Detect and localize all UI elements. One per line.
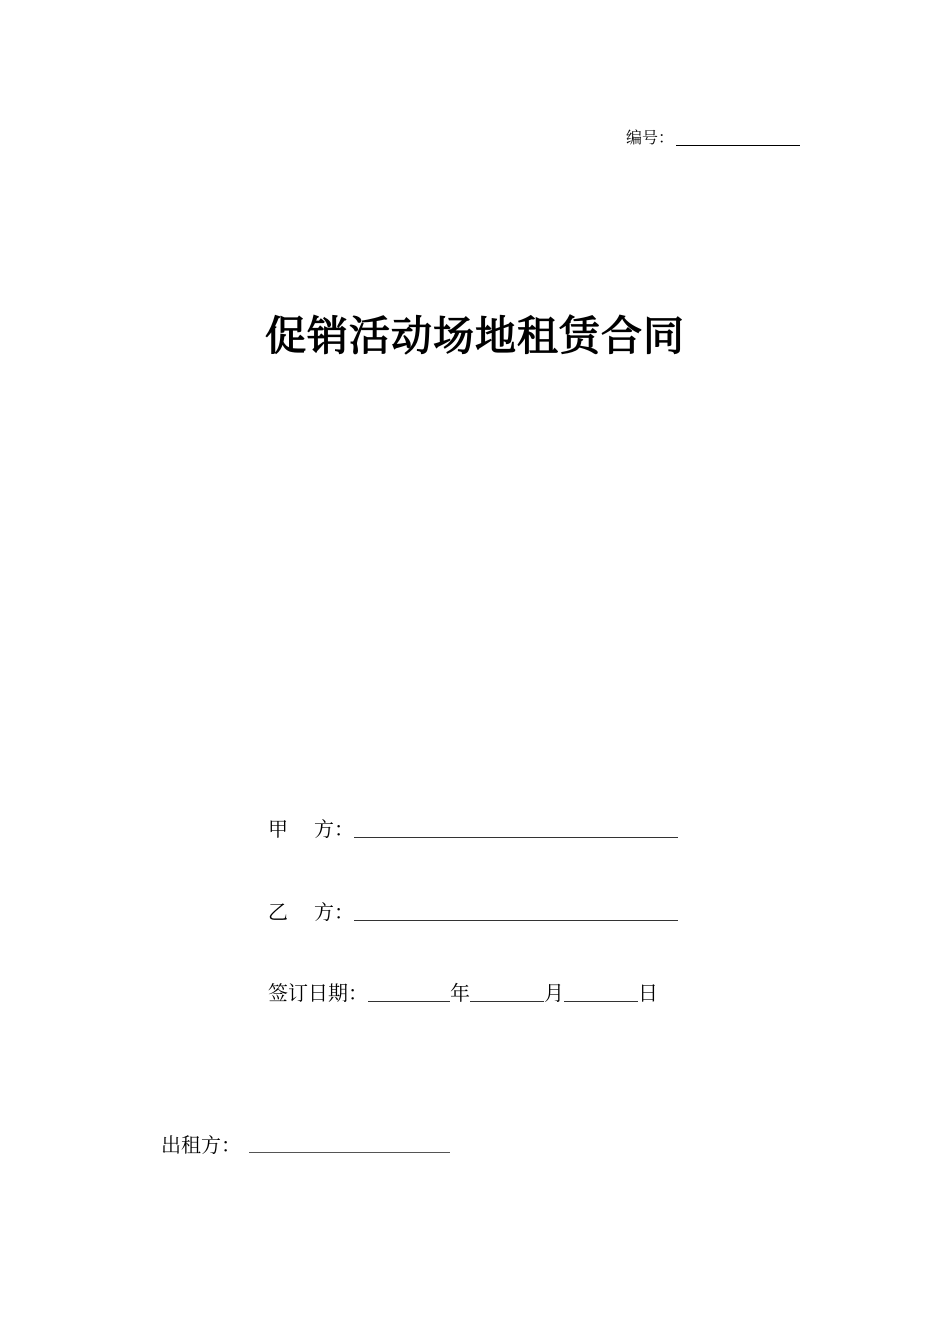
party-a-label-2: 方： bbox=[314, 817, 354, 841]
sign-date-label: 签订日期： bbox=[268, 981, 368, 1005]
serial-blank[interactable] bbox=[676, 144, 800, 146]
party-b-row bbox=[268, 895, 678, 925]
serial-label: 编号： bbox=[626, 128, 675, 147]
party-b-label-2: 方： bbox=[314, 900, 354, 924]
party-a-blank[interactable] bbox=[354, 836, 678, 838]
sign-month-blank[interactable] bbox=[470, 1000, 544, 1002]
lessor-label: 出租方： bbox=[161, 1133, 241, 1157]
sign-year-blank[interactable] bbox=[368, 1000, 450, 1002]
party-b-blank[interactable] bbox=[354, 919, 678, 921]
lessor-blank[interactable] bbox=[249, 1151, 450, 1153]
year-label: 年 bbox=[450, 981, 470, 1005]
month-label: 月 bbox=[544, 981, 564, 1005]
serial-number bbox=[626, 124, 800, 148]
document-title: 促销活动场地租赁合同 bbox=[265, 312, 685, 360]
lessor-row bbox=[161, 1128, 450, 1158]
sign-date-row bbox=[268, 976, 658, 1006]
day-label: 日 bbox=[638, 981, 658, 1005]
party-b-label-1: 乙 bbox=[268, 900, 288, 924]
sign-day-blank[interactable] bbox=[564, 1000, 638, 1002]
party-a-label-1: 甲 bbox=[268, 817, 288, 841]
party-a-row bbox=[268, 812, 678, 842]
